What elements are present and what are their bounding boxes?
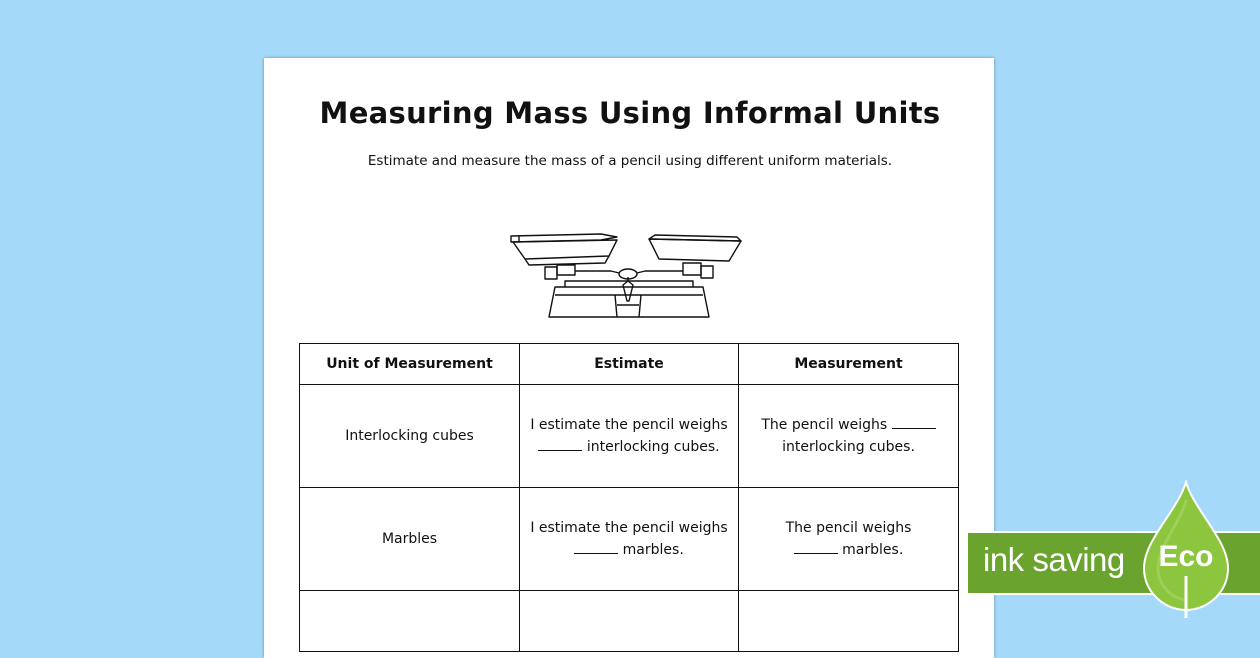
balance-scale-with-pencil-icon <box>505 225 745 325</box>
page-title: Measuring Mass Using Informal Units <box>319 96 941 130</box>
page-subtitle: Estimate and measure the mass of a pencil using different uniform materials. <box>367 153 893 169</box>
table-row <box>300 488 959 591</box>
table-row <box>300 385 959 488</box>
unit-label: Marbles <box>381 531 438 547</box>
unit-label: Interlocking cubes <box>345 428 474 444</box>
measurement-prefix: The pencil weighs <box>785 520 912 536</box>
measurement-suffix: interlocking cubes. <box>782 439 915 455</box>
estimate-suffix: marbles. <box>622 542 684 558</box>
estimate-prefix: I estimate the pencil weighs <box>530 417 728 433</box>
estimate-cell <box>520 591 739 652</box>
unit-cell <box>300 385 520 488</box>
estimate-prefix: I estimate the pencil weighs <box>530 520 728 536</box>
measurement-blank[interactable] <box>892 416 936 429</box>
ink-saving-label: ink saving <box>983 541 1125 578</box>
estimate-cell <box>520 385 739 488</box>
table-header-row <box>300 344 959 385</box>
measurement-blank[interactable] <box>794 541 838 554</box>
column-header-unit: Unit of Measurement <box>300 344 520 385</box>
eco-label: Eco <box>1158 540 1214 573</box>
unit-cell <box>300 591 520 652</box>
estimate-suffix: interlocking cubes. <box>586 439 720 455</box>
measurement-cell <box>739 488 959 591</box>
estimate-blank[interactable] <box>574 541 618 554</box>
measurement-cell <box>739 591 959 652</box>
measurement-prefix: The pencil weighs <box>761 417 888 433</box>
column-header-measurement: Measurement <box>739 344 959 385</box>
table-row <box>300 591 959 652</box>
measurement-table <box>299 343 959 652</box>
column-header-estimate: Estimate <box>520 344 739 385</box>
estimate-cell <box>520 488 739 591</box>
estimate-blank[interactable] <box>538 438 582 451</box>
unit-cell <box>300 488 520 591</box>
measurement-cell <box>739 385 959 488</box>
measurement-suffix: marbles. <box>842 542 904 558</box>
